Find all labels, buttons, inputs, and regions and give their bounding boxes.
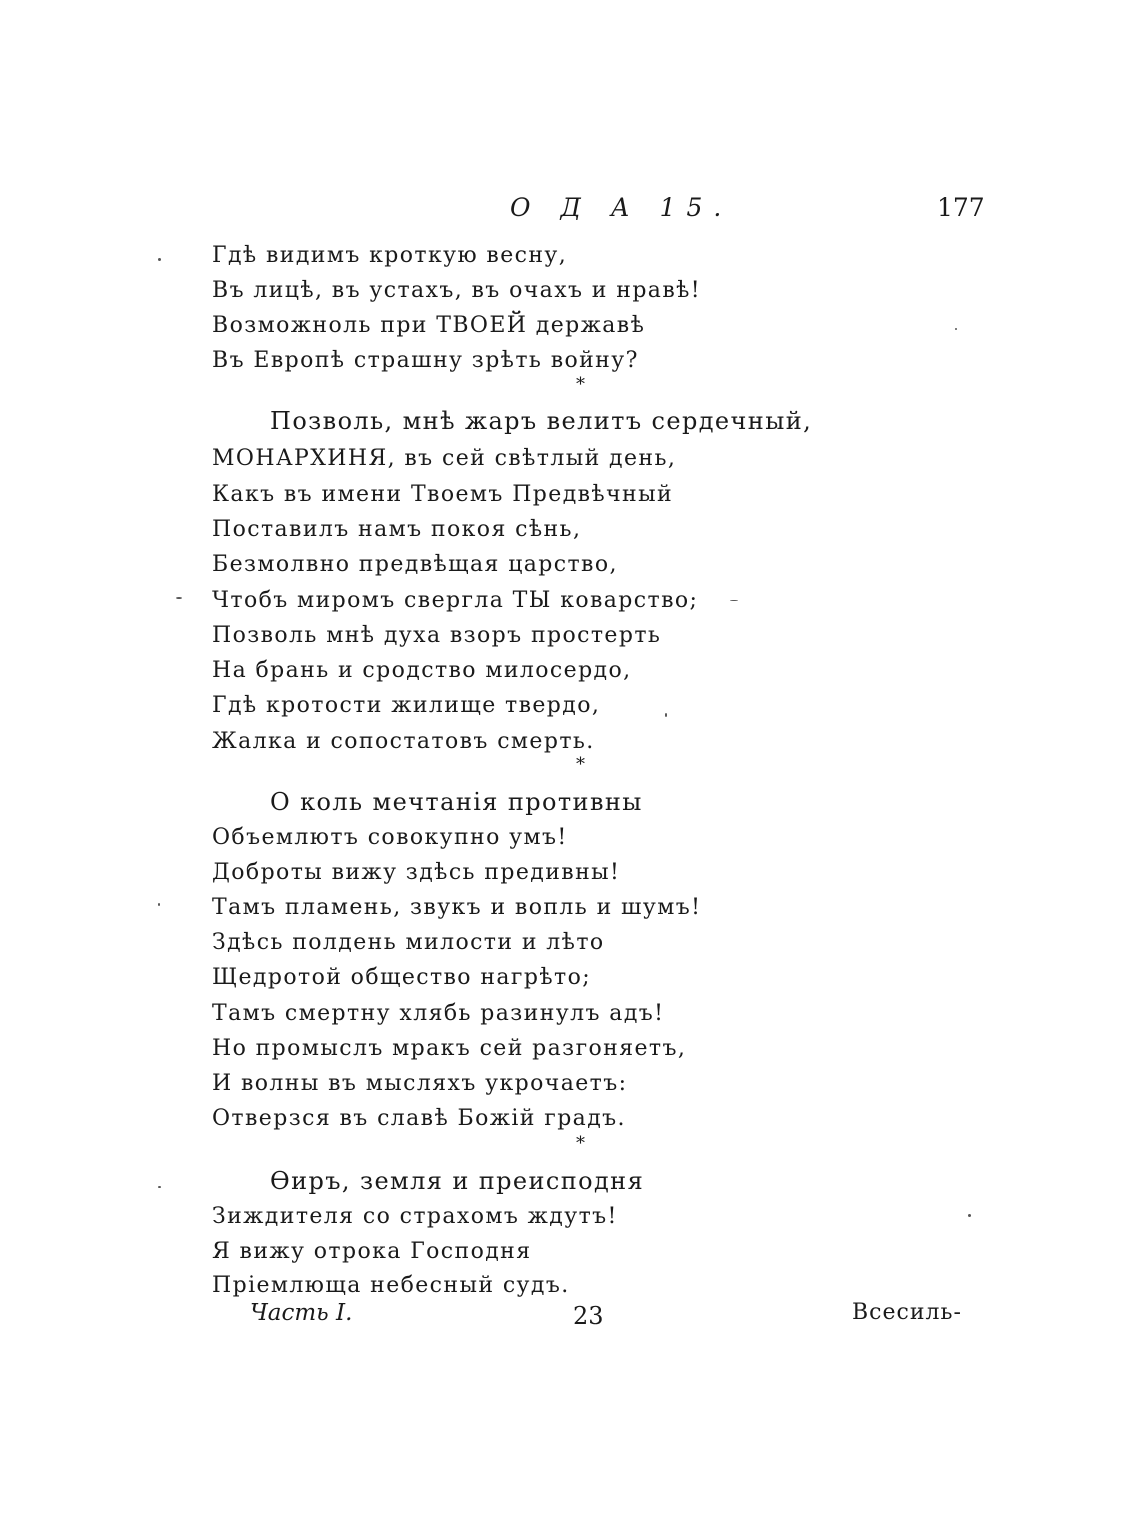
stanza-2-line-2: МОНАРХИНЯ, въ сей свѣтлый день, [212, 446, 677, 471]
paper-speck [730, 600, 738, 601]
stanza-3-line-3: Доброты вижу здѣсь предивны! [212, 860, 621, 885]
paper-speck [176, 597, 182, 599]
page-footer [0, 1300, 1138, 1340]
paper-speck [665, 713, 667, 717]
stanza-3-line-4: Тамъ пламень, звукъ и вопль и шумъ! [212, 895, 702, 920]
stanza-3-line-7: Тамъ смертну хлябь разинулъ адъ! [212, 1001, 665, 1026]
stanza-4-line-3: Я вижу отрока Господня [212, 1239, 532, 1264]
stanza-3-line-8: Но промыслъ мракъ сей разгоняетъ, [212, 1036, 687, 1061]
stanza-1-line-1: Гдѣ видимъ кроткую весну, [212, 243, 568, 268]
stanza-3-line-5: Здѣсь полдень милости и лѣто [212, 930, 605, 955]
part-label: Часть I. [250, 1300, 353, 1326]
stanza-3-line-9: И волны въ мысляхъ укрочаетъ: [212, 1071, 628, 1096]
stanza-1-line-2: Въ лицѣ, въ устахъ, въ очахъ и нравѣ! [212, 278, 702, 303]
stanza-4-line-1: Ѳиръ, земля и преисподня [270, 1167, 645, 1195]
stanza-2-line-3: Какъ въ имени Твоемъ Предвѣчный [212, 482, 674, 507]
stanza-2-line-10: Жалка и сопостатовъ смерть. [212, 729, 595, 754]
signature-mark: 23 [573, 1302, 604, 1330]
stanza-2-line-6: Чтобъ миромъ свергла ТЫ коварство; [212, 588, 699, 613]
stanza-2-line-1: Позволь, мнѣ жаръ велитъ сердечный, [270, 407, 813, 435]
paper-speck [158, 1186, 161, 1188]
stanza-2-line-4: Поставилъ намъ покоя сѣнь, [212, 517, 582, 542]
stanza-separator: * [576, 374, 585, 395]
stanza-separator: * [576, 1133, 585, 1154]
page-number: 177 [937, 193, 985, 222]
stanza-1-line-4: Въ Европѣ страшну зрѣть войну? [212, 348, 639, 373]
stanza-3-line-1: О коль мечтанія противны [270, 788, 643, 816]
paper-speck [158, 258, 161, 261]
stanza-4-line-4: Пріемлюща небесный судъ. [212, 1273, 570, 1298]
paper-speck [968, 1214, 971, 1217]
stanza-1-line-3: Возможноль при ТВОЕЙ державѣ [212, 313, 646, 338]
stanza-3-line-2: Объемлютъ совокупно умъ! [212, 825, 568, 850]
stanza-3-line-6: Щедротой общество нагрѣто; [212, 965, 592, 990]
stanza-separator: * [576, 754, 585, 775]
catchword: Всесиль- [852, 1300, 962, 1325]
stanza-2-line-9: Гдѣ кротости жилище твердо, [212, 693, 601, 718]
stanza-2-line-5: Безмолвно предвѣщая царство, [212, 552, 618, 577]
stanza-2-line-8: На брань и сродство милосердо, [212, 658, 632, 683]
page-header [0, 193, 1138, 233]
stanza-4-line-2: Зиждителя со страхомъ ждутъ! [212, 1204, 618, 1229]
running-title: О Д А 15. [510, 193, 733, 222]
paper-speck [158, 903, 160, 906]
stanza-3-line-10: Отверзся въ славѣ Божій градъ. [212, 1106, 626, 1131]
stanza-2-line-7: Позволь мнѣ духа взоръ простерть [212, 623, 662, 648]
paper-speck [955, 328, 957, 330]
